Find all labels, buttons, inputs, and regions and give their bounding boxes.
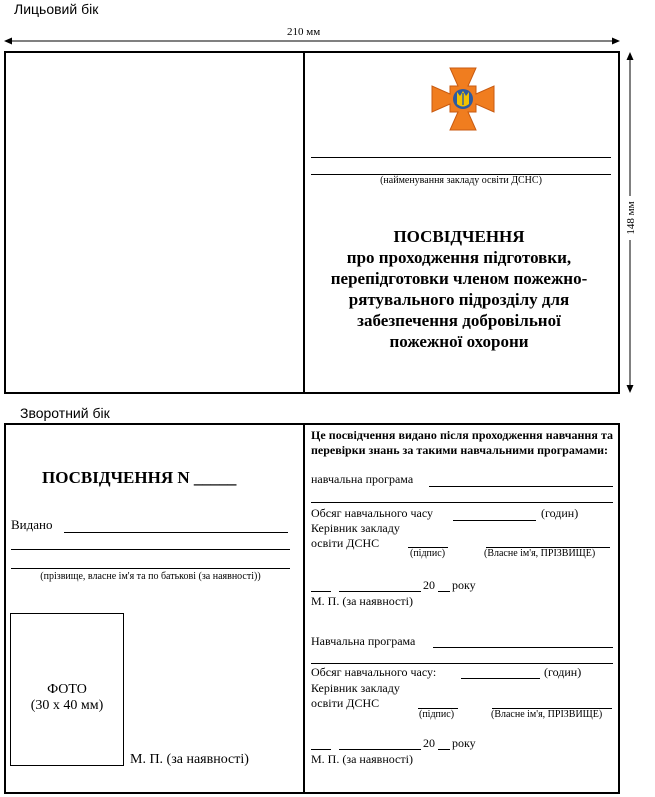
issued-name-line-2	[11, 549, 290, 550]
hours-label-1: Обсяг навчального часу	[311, 506, 433, 520]
width-dimension-label: 210 мм	[287, 26, 321, 38]
back-side-label: Зворотний бік	[20, 405, 110, 421]
head-label-1a: Керівник закладу	[311, 521, 400, 535]
front-side-label: Лицьовий бік	[14, 1, 99, 17]
program-label-2: Навчальна програма	[311, 634, 416, 648]
institution-name-line-1	[311, 157, 611, 158]
year-word-1: року	[452, 578, 476, 592]
left-stamp-label: М. П. (за наявності)	[130, 752, 249, 767]
front-title-line-3: перепідготовки членом пожежно-	[330, 269, 588, 288]
stamp-label-1: М. П. (за наявності)	[311, 594, 413, 608]
year-word-2: року	[452, 736, 476, 750]
hours-line-1	[453, 520, 536, 521]
certificate-intro: Це посвідчення видано після проходження навчання та перевірки знань за такими навчальними програмами:	[311, 428, 613, 457]
signature-caption-2: (підпис)	[419, 709, 455, 720]
photo-size-label: (30 х 40 мм)	[30, 698, 104, 713]
photo-label: ФОТО	[47, 682, 87, 697]
program-line-2a	[433, 647, 613, 648]
signature-caption-1: (підпис)	[410, 548, 446, 559]
stamp-label-2: М. П. (за наявності)	[311, 752, 413, 766]
front-title-line-4: рятувального підрозділу для	[348, 290, 570, 309]
hours-label-2: Обсяг навчального часу:	[311, 665, 437, 679]
photo-placeholder	[10, 613, 124, 766]
program-line-2b	[311, 663, 613, 664]
front-fold-line	[303, 51, 305, 394]
institution-caption: (найменування закладу освіти ДСНС)	[380, 175, 542, 186]
program-label-1: навчальна програма	[311, 472, 414, 486]
program-line-1a	[429, 486, 613, 487]
certificate-number-title: ПОСВІДЧЕННЯ N _____	[42, 468, 237, 487]
date-year-2: 20	[423, 736, 435, 750]
front-title	[306, 226, 612, 352]
issued-name-line-3	[11, 568, 290, 569]
back-fold-line	[303, 423, 305, 794]
date-day-line-1	[311, 591, 331, 592]
program-line-1b	[311, 502, 613, 503]
date-year-line-2	[438, 749, 450, 750]
date-month-line-2	[339, 749, 421, 750]
issued-label: Видано	[11, 517, 53, 532]
date-month-line-1	[339, 591, 421, 592]
front-title-line-5: забезпечення добровільної	[357, 311, 561, 330]
hours-line-2	[461, 678, 540, 679]
head-name-caption-2: (Власне ім'я, ПРІЗВИЩЕ)	[491, 709, 603, 720]
front-title-line-6: пожежної охорони	[389, 332, 529, 351]
dsns-emblem-icon	[430, 66, 496, 132]
head-name-caption-1: (Власне ім'я, ПРІЗВИЩЕ)	[484, 548, 596, 559]
date-year-line-1	[438, 591, 450, 592]
hours-unit-2: (годин)	[544, 665, 582, 679]
front-title-line-2: про проходження підготовки,	[346, 248, 572, 267]
head-label-2b: освіти ДСНС	[311, 696, 380, 710]
date-year-1: 20	[423, 578, 435, 592]
date-day-line-2	[311, 749, 331, 750]
person-name-caption: (прізвище, власне ім'я та по батькові (за наявності))	[40, 571, 261, 582]
head-label-2a: Керівник закладу	[311, 681, 400, 695]
height-dimension-label: 148 мм	[625, 196, 637, 240]
front-title-line-1: ПОСВІДЧЕННЯ	[393, 227, 525, 246]
issued-name-line-1	[64, 532, 288, 533]
hours-unit-1: (годин)	[541, 506, 579, 520]
head-label-1b: освіти ДСНС	[311, 536, 380, 550]
